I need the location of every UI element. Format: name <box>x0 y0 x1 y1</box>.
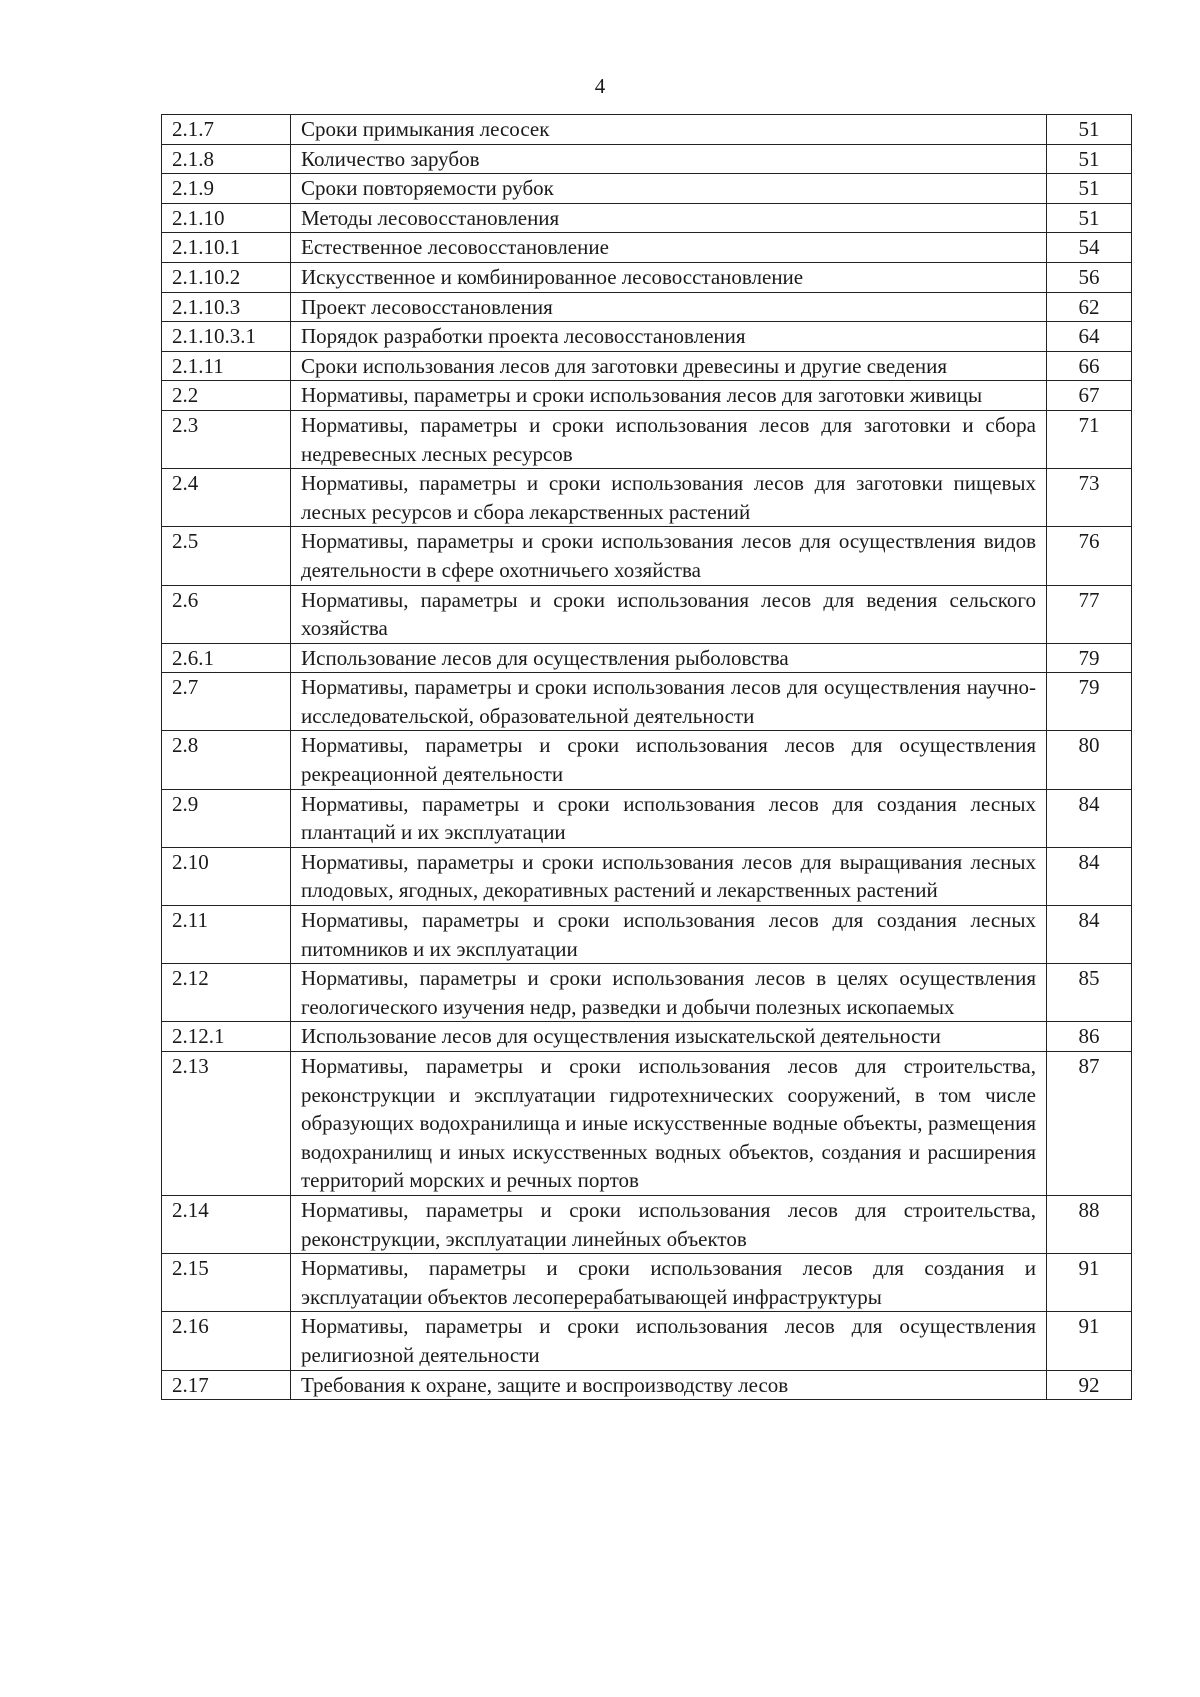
toc-row <box>162 410 1132 468</box>
section-number: 2.14 <box>162 1195 291 1253</box>
section-page: 91 <box>1047 1254 1132 1312</box>
section-title: Сроки повторяемости рубок <box>291 174 1047 204</box>
toc-row <box>162 1370 1132 1400</box>
section-page: 66 <box>1047 351 1132 381</box>
section-page: 87 <box>1047 1052 1132 1196</box>
section-number: 2.10 <box>162 847 291 905</box>
section-page: 51 <box>1047 115 1132 145</box>
section-page: 86 <box>1047 1022 1132 1052</box>
section-number: 2.9 <box>162 789 291 847</box>
section-title: Проект лесовосстановления <box>291 292 1047 322</box>
section-number: 2.12 <box>162 964 291 1022</box>
section-number: 2.1.10 <box>162 203 291 233</box>
toc-row <box>162 643 1132 673</box>
toc-row <box>162 203 1132 233</box>
section-number: 2.6.1 <box>162 643 291 673</box>
section-page: 51 <box>1047 203 1132 233</box>
section-title: Нормативы, параметры и сроки использования лесов для строительства, реконструкции, эксплуатации линейных объектов <box>291 1195 1047 1253</box>
section-number: 2.2 <box>162 381 291 411</box>
section-number: 2.1.11 <box>162 351 291 381</box>
section-title: Нормативы, параметры и сроки использования лесов для заготовки пищевых лесных ресурсов и сбора лекарственных растений <box>291 469 1047 527</box>
toc-row <box>162 731 1132 789</box>
section-page: 51 <box>1047 144 1132 174</box>
section-number: 2.1.10.2 <box>162 262 291 292</box>
section-title: Нормативы, параметры и сроки использования лесов для создания лесных плантаций и их эксплуатации <box>291 789 1047 847</box>
toc-row <box>162 469 1132 527</box>
section-page: 92 <box>1047 1370 1132 1400</box>
section-title: Порядок разработки проекта лесовосстановления <box>291 322 1047 352</box>
section-number: 2.16 <box>162 1312 291 1370</box>
section-title: Искусственное и комбинированное лесовосстановление <box>291 262 1047 292</box>
toc-row <box>162 906 1132 964</box>
toc-row <box>162 262 1132 292</box>
section-title: Сроки использования лесов для заготовки древесины и другие сведения <box>291 351 1047 381</box>
section-page: 64 <box>1047 322 1132 352</box>
section-page: 79 <box>1047 643 1132 673</box>
section-number: 2.1.8 <box>162 144 291 174</box>
section-number: 2.1.7 <box>162 115 291 145</box>
toc-row <box>162 292 1132 322</box>
section-title: Нормативы, параметры и сроки использования лесов для заготовки и сбора недревесных лесных ресурсов <box>291 410 1047 468</box>
section-number: 2.4 <box>162 469 291 527</box>
toc-body <box>162 115 1132 1400</box>
section-title: Нормативы, параметры и сроки использования лесов в целях осуществления геологического изучения недр, разведки и добычи полезных ископаемых <box>291 964 1047 1022</box>
section-page: 62 <box>1047 292 1132 322</box>
section-title: Методы лесовосстановления <box>291 203 1047 233</box>
section-page: 71 <box>1047 410 1132 468</box>
toc-row <box>162 1312 1132 1370</box>
toc-row <box>162 1195 1132 1253</box>
toc-row <box>162 527 1132 585</box>
section-page: 76 <box>1047 527 1132 585</box>
section-number: 2.1.9 <box>162 174 291 204</box>
section-number: 2.11 <box>162 906 291 964</box>
toc-row <box>162 381 1132 411</box>
section-title: Нормативы, параметры и сроки использования лесов для осуществления религиозной деятельности <box>291 1312 1047 1370</box>
section-number: 2.15 <box>162 1254 291 1312</box>
section-title: Количество зарубов <box>291 144 1047 174</box>
toc-row <box>162 174 1132 204</box>
section-number: 2.3 <box>162 410 291 468</box>
section-title: Нормативы, параметры и сроки использования лесов для создания лесных питомников и их эксплуатации <box>291 906 1047 964</box>
section-title: Нормативы, параметры и сроки использования лесов для осуществления научно-исследовательской, образовательной деятельности <box>291 673 1047 731</box>
toc-row <box>162 144 1132 174</box>
section-page: 84 <box>1047 906 1132 964</box>
section-title: Естественное лесовосстановление <box>291 233 1047 263</box>
section-number: 2.1.10.1 <box>162 233 291 263</box>
section-number: 2.8 <box>162 731 291 789</box>
toc-row <box>162 233 1132 263</box>
toc-row <box>162 1052 1132 1196</box>
toc-row <box>162 115 1132 145</box>
section-page: 84 <box>1047 789 1132 847</box>
section-title: Требования к охране, защите и воспроизводству лесов <box>291 1370 1047 1400</box>
section-number: 2.5 <box>162 527 291 585</box>
table-of-contents <box>161 114 1132 1400</box>
section-page: 80 <box>1047 731 1132 789</box>
toc-row <box>162 964 1132 1022</box>
section-title: Нормативы, параметры и сроки использования лесов для строительства, реконструкции и эксплуатации гидротехнических сооружений, в том числе образующих водохранилища и иные искусственные водные объекты, размещения водохранилищ и иных искусственных водных объектов, создания и расширения территорий морских и речных портов <box>291 1052 1047 1196</box>
page-number: 4 <box>594 74 606 98</box>
section-page: 79 <box>1047 673 1132 731</box>
toc-row <box>162 673 1132 731</box>
section-title: Нормативы, параметры и сроки использования лесов для осуществления рекреационной деятельности <box>291 731 1047 789</box>
toc-row <box>162 789 1132 847</box>
section-number: 2.12.1 <box>162 1022 291 1052</box>
section-number: 2.17 <box>162 1370 291 1400</box>
section-title: Использование лесов для осуществления рыболовства <box>291 643 1047 673</box>
section-title: Нормативы, параметры и сроки использования лесов для осуществления видов деятельности в сфере охотничьего хозяйства <box>291 527 1047 585</box>
section-page: 77 <box>1047 585 1132 643</box>
section-page: 91 <box>1047 1312 1132 1370</box>
section-number: 2.7 <box>162 673 291 731</box>
section-page: 51 <box>1047 174 1132 204</box>
toc-row <box>162 322 1132 352</box>
section-title: Нормативы, параметры и сроки использования лесов для выращивания лесных плодовых, ягодных, декоративных растений и лекарственных растений <box>291 847 1047 905</box>
section-page: 85 <box>1047 964 1132 1022</box>
section-page: 88 <box>1047 1195 1132 1253</box>
section-number: 2.13 <box>162 1052 291 1196</box>
section-number: 2.6 <box>162 585 291 643</box>
section-title: Сроки примыкания лесосек <box>291 115 1047 145</box>
section-page: 54 <box>1047 233 1132 263</box>
toc-row <box>162 585 1132 643</box>
section-title: Нормативы, параметры и сроки использования лесов для создания и эксплуатации объектов лесоперерабатывающей инфраструктуры <box>291 1254 1047 1312</box>
section-number: 2.1.10.3.1 <box>162 322 291 352</box>
section-page: 56 <box>1047 262 1132 292</box>
section-page: 73 <box>1047 469 1132 527</box>
section-title: Использование лесов для осуществления изыскательской деятельности <box>291 1022 1047 1052</box>
toc-row <box>162 351 1132 381</box>
section-title: Нормативы, параметры и сроки использования лесов для заготовки живицы <box>291 381 1047 411</box>
section-number: 2.1.10.3 <box>162 292 291 322</box>
toc-row <box>162 847 1132 905</box>
section-title: Нормативы, параметры и сроки использования лесов для ведения сельского хозяйства <box>291 585 1047 643</box>
section-page: 84 <box>1047 847 1132 905</box>
toc-row <box>162 1254 1132 1312</box>
toc-row <box>162 1022 1132 1052</box>
section-page: 67 <box>1047 381 1132 411</box>
